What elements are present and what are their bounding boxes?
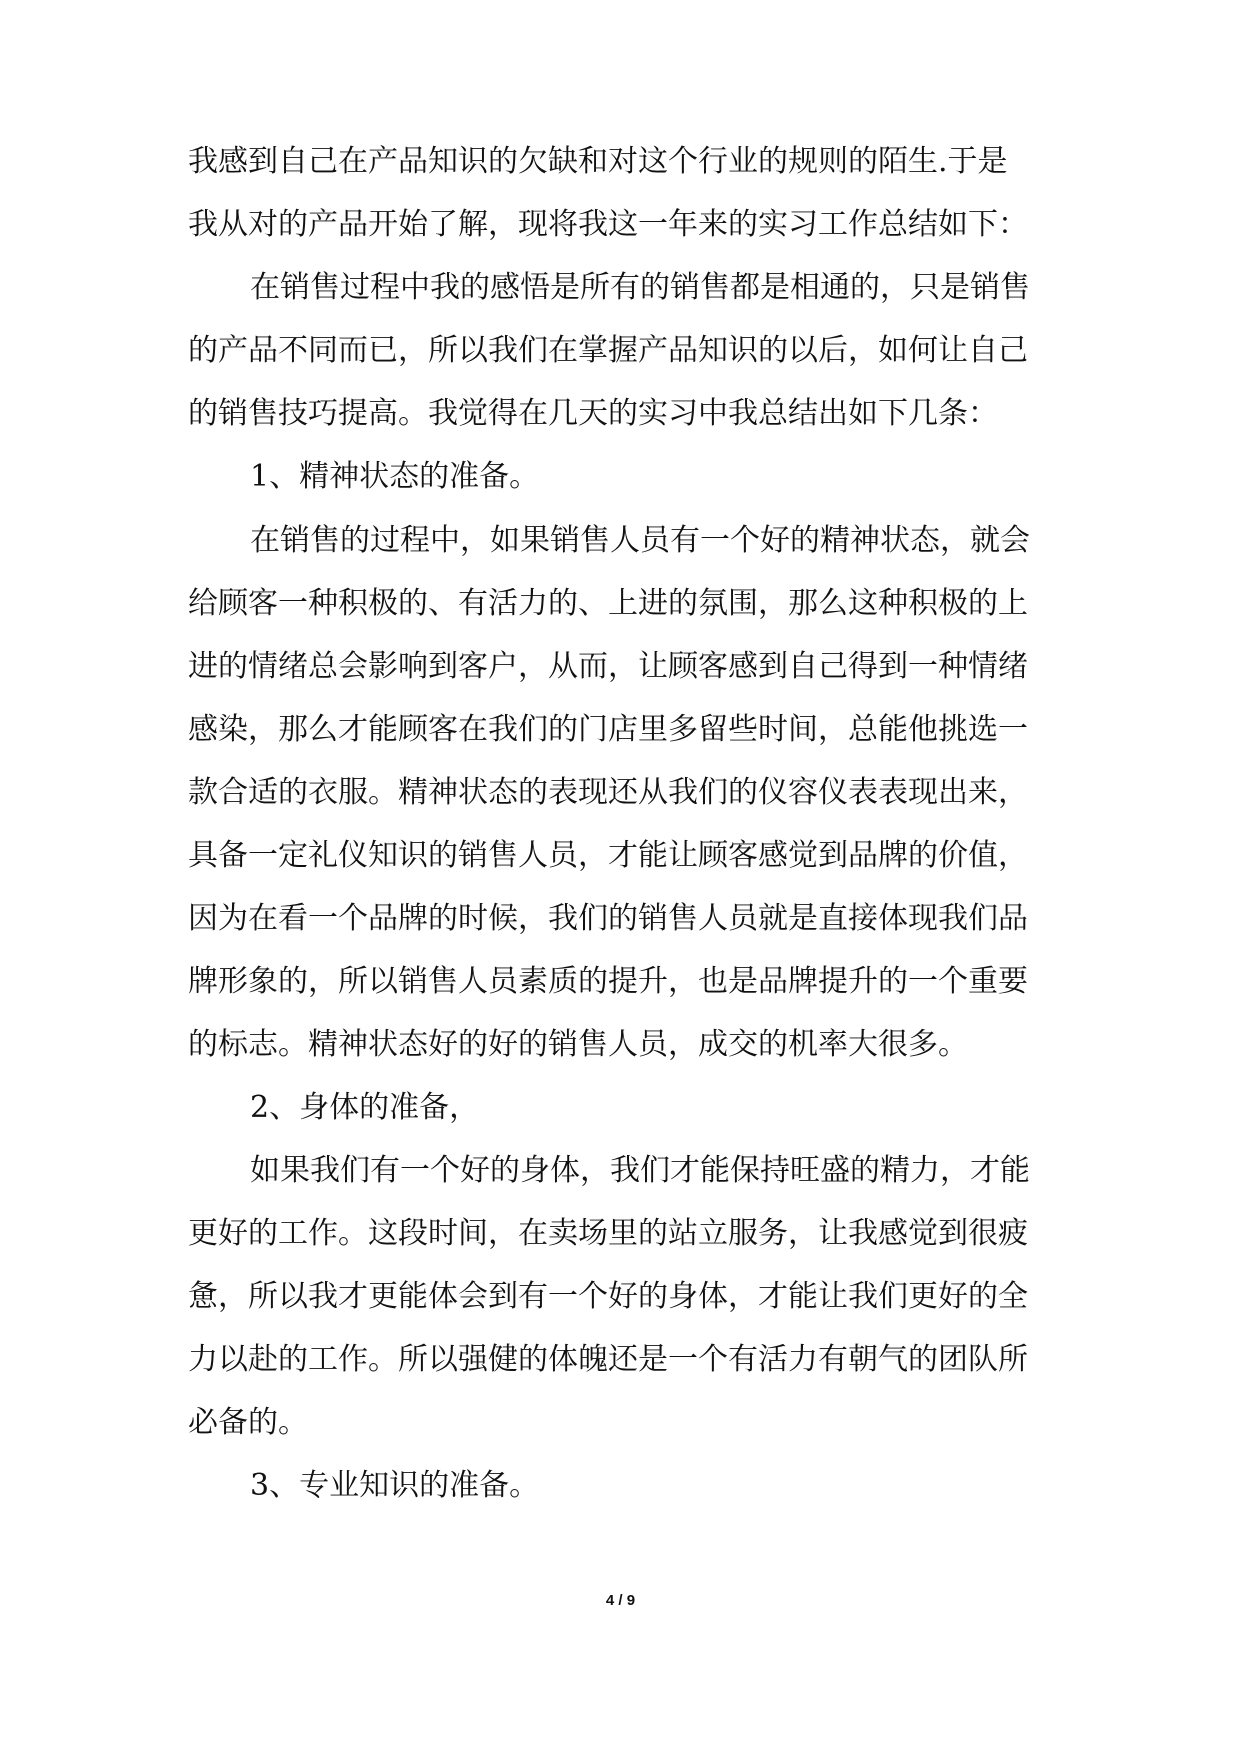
text-line: 给顾客一种积极的、有活力的、上进的氛围，那么这种积极的上: [188, 586, 1028, 621]
paragraph-first-line: 如果我们有一个好的身体，我们才能保持旺盛的精力，才能: [250, 1153, 1030, 1188]
paragraph-first-line: 在销售过程中我的感悟是所有的销售都是相通的，只是销售: [250, 270, 1030, 305]
text-line: 必备的。: [188, 1405, 308, 1440]
text-line: 具备一定礼仪知识的销售人员，才能让顾客感觉到品牌的价值，: [188, 838, 1028, 873]
paragraph-first-line: 在销售的过程中，如果销售人员有一个好的精神状态，就会: [250, 523, 1030, 558]
text-line: 的产品不同而已，所以我们在掌握产品知识的以后，如何让自己: [188, 333, 1028, 368]
section-heading: 2、身体的准备，: [250, 1090, 480, 1125]
text-line: 我感到自己在产品知识的欠缺和对这个行业的规则的陌生.于是: [188, 144, 1008, 179]
text-line: 的标志。精神状态好的好的销售人员，成交的机率大很多。: [188, 1027, 968, 1062]
text-line: 牌形象的，所以销售人员素质的提升，也是品牌提升的一个重要: [188, 964, 1028, 999]
text-line: 款合适的衣服。精神状态的表现还从我们的仪容仪表表现出来，: [188, 775, 1028, 810]
text-line: 的销售技巧提高。我觉得在几天的实习中我总结出如下几条：: [188, 396, 998, 431]
page-number: 4 / 9: [605, 1592, 636, 1609]
text-line: 进的情绪总会影响到客户，从而，让顾客感到自己得到一种情绪: [188, 649, 1028, 684]
text-line: 我从对的产品开始了解，现将我这一年来的实习工作总结如下：: [188, 207, 1028, 242]
text-line: 惫，所以我才更能体会到有一个好的身体，才能让我们更好的全: [188, 1279, 1028, 1314]
section-heading: 3、专业知识的准备。: [250, 1468, 540, 1503]
section-heading: 1、精神状态的准备。: [250, 459, 540, 494]
text-line: 力以赴的工作。所以强健的体魄还是一个有活力有朝气的团队所: [188, 1342, 1028, 1377]
text-line: 因为在看一个品牌的时候，我们的销售人员就是直接体现我们品: [188, 901, 1028, 936]
text-line: 更好的工作。这段时间，在卖场里的站立服务，让我感觉到很疲: [188, 1216, 1028, 1251]
text-line: 感染，那么才能顾客在我们的门店里多留些时间，总能他挑选一: [188, 712, 1028, 747]
